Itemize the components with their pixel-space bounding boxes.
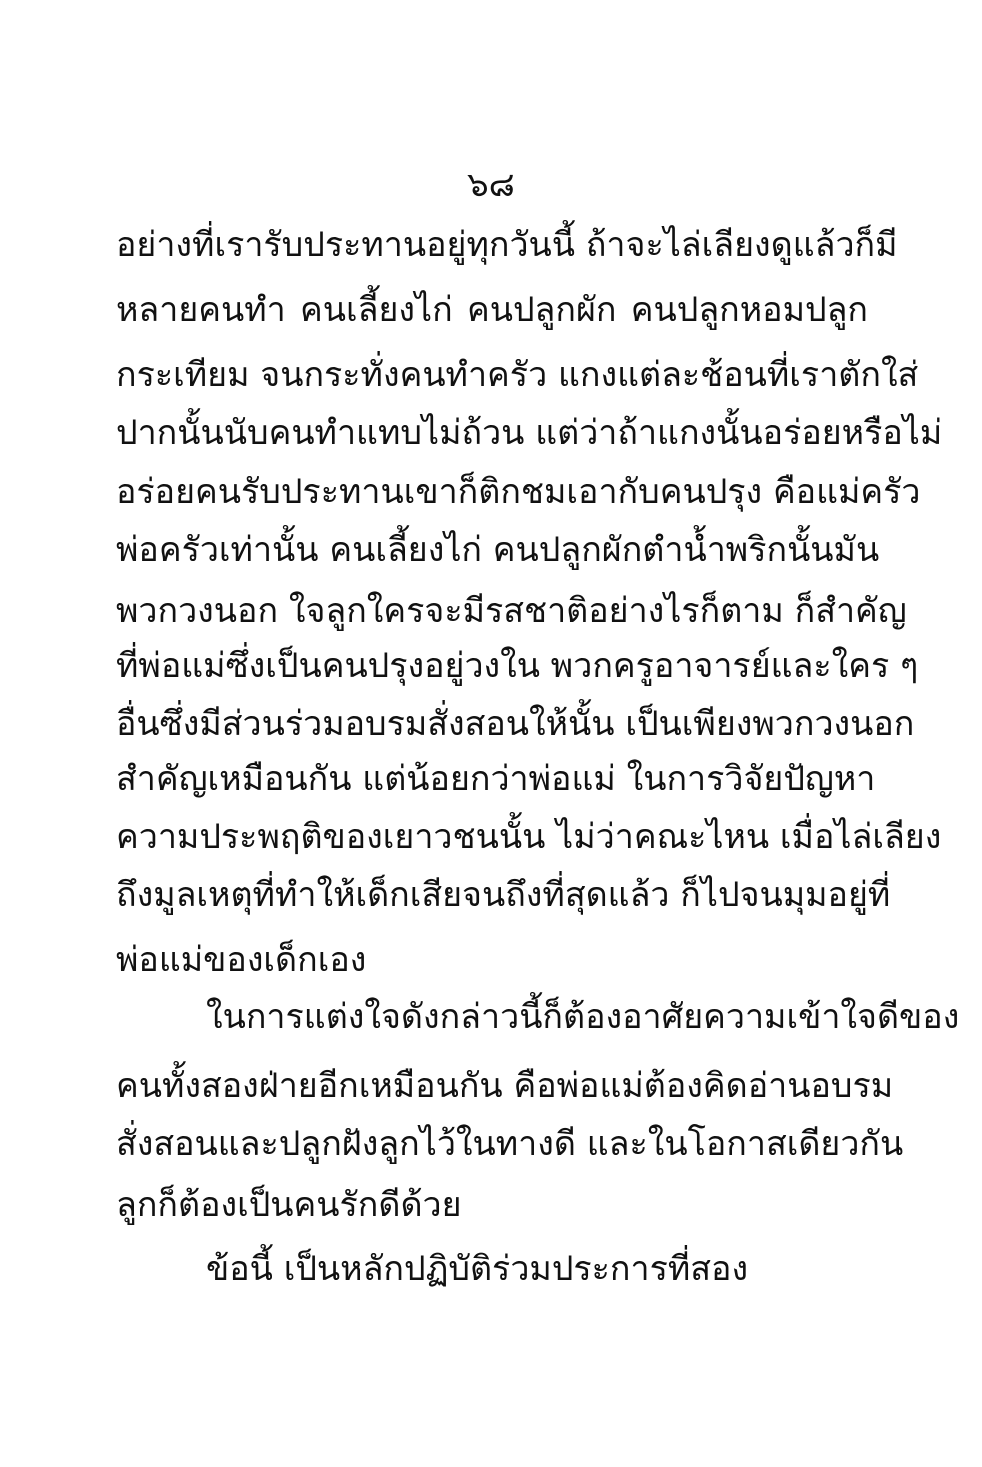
text-line: สำคัญเหมือนกัน แต่น้อยกว่าพ่อแม่ ในการวิจัยปัญหา	[116, 759, 876, 799]
text-line: หลายคนทำ คนเลี้ยงไก่ คนปลูกผัก คนปลูกหอมปลูก	[116, 290, 868, 330]
text-line: อร่อยคนรับประทานเขาก็ติกชมเอากับคนปรุง คือแม่ครัว	[116, 472, 921, 512]
text-line: ในการแต่งใจดังกล่าวนี้ก็ต้องอาศัยความเข้าใจดีของ	[206, 997, 960, 1037]
text-line: ปากนั้นนับคนทำแทบไม่ถ้วน แต่ว่าถ้าแกงนั้นอร่อยหรือไม่	[116, 413, 943, 453]
text-line: อื่นซึ่งมีส่วนร่วมอบรมสั่งสอนให้นั้น เป็นเพียงพวกวงนอก	[116, 704, 915, 744]
text-line: พ่อครัวเท่านั้น คนเลี้ยงไก่ คนปลูกผักตำน้ำพริกนั้นมัน	[116, 530, 880, 570]
text-line: อย่างที่เรารับประทานอยู่ทุกวันนี้ ถ้าจะไล่เลียงดูแล้วก็มี	[116, 225, 898, 265]
text-line: กระเทียม จนกระทั่งคนทำครัว แกงแต่ละช้อนที่เราตักใส่	[116, 355, 919, 395]
text-line: พวกวงนอก ใจลูกใครจะมีรสชาติอย่างไรก็ตาม ก็สำคัญ	[116, 591, 907, 631]
text-line: ข้อนี้ เป็นหลักปฏิบัติร่วมประการที่สอง	[206, 1249, 749, 1289]
text-line: ความประพฤติของเยาวชนนั้น ไม่ว่าคณะไหน เมื่อไล่เลียง	[116, 817, 942, 857]
text-line: สั่งสอนและปลูกฝังลูกไว้ในทางดี และในโอกาสเดียวกัน	[116, 1124, 904, 1164]
text-line: ถึงมูลเหตุที่ทำให้เด็กเสียจนถึงที่สุดแล้ว ก็ไปจนมุมอยู่ที่	[116, 875, 891, 915]
text-line: พ่อแม่ของเด็กเอง	[116, 940, 367, 980]
page-number: ๖๘	[467, 165, 515, 205]
text-line: ที่พ่อแม่ซึ่งเป็นคนปรุงอยู่วงใน พวกครูอาจารย์และใคร ๆ	[116, 646, 919, 686]
text-line: ลูกก็ต้องเป็นคนรักดีด้วย	[116, 1185, 462, 1225]
text-line: คนทั้งสองฝ่ายอีกเหมือนกัน คือพ่อแม่ต้องคิดอ่านอบรม	[116, 1066, 894, 1106]
